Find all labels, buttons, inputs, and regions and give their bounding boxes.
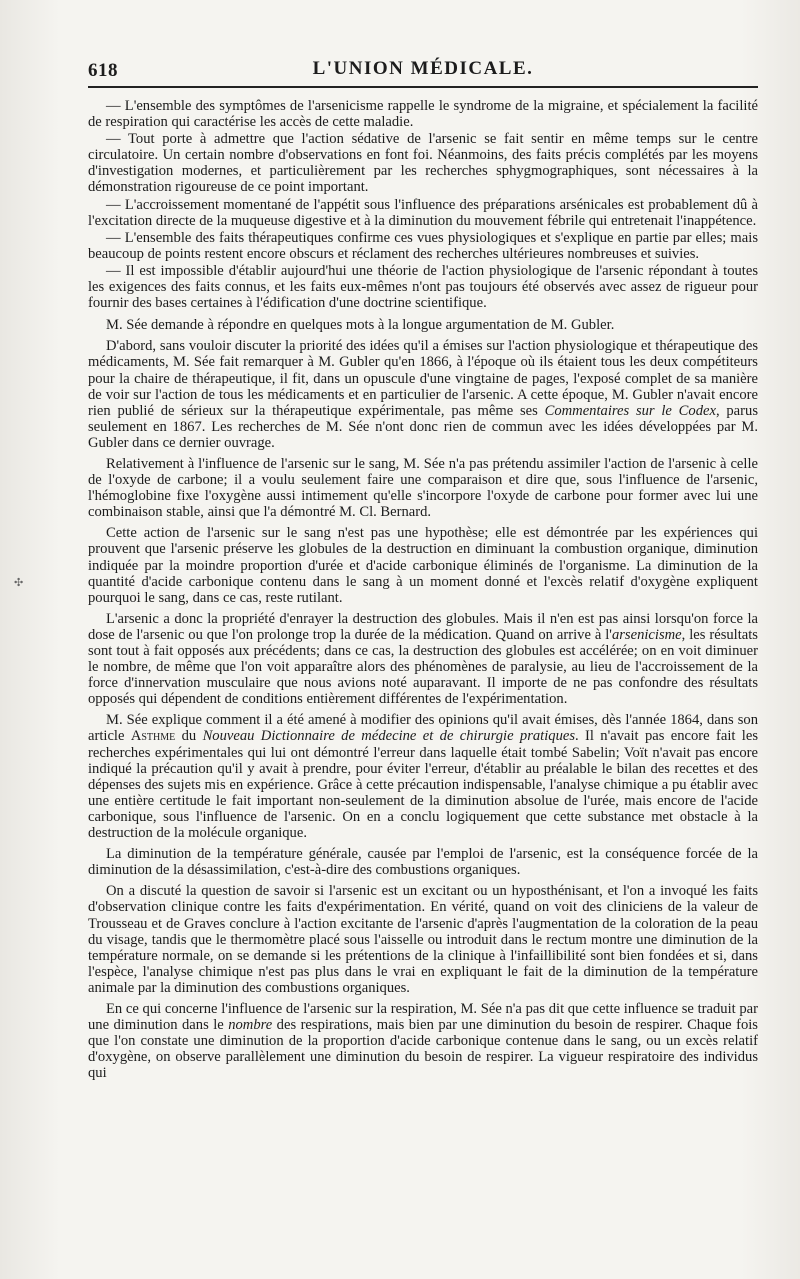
italic-term: nombre (228, 1017, 273, 1034)
paragraph (88, 1001, 758, 1081)
conclusion-item: — L'ensemble des faits thérapeutiques confirme ces vues physiologiques et s'explique en partie par elles; mais beaucoup de points restent encore obscurs et réclament des recherches ultérieures nombreuses et suivies. (88, 229, 758, 262)
text-span: Relativement à l'influence de l'arsenic sur le sang, M. Sée n'a pas prétendu assimiler l'action de l'arsenic à celle de l'oxyde de carbone; il a voulu seulement faire une comparaison et dire que, sous l'influence de l'arsenic, l'hémoglobine fixe l'oxygène aussi intimement qu'elle s'incorpore l'oxyde de carbone pour former avec lui une combinaison stable, ainsi que l'a démontré M. Cl. Bernard. (88, 455, 758, 521)
text-span: L'arsenic a donc la propriété d'enrayer la destruction des globules. Mais il n'en est pas ainsi lorsqu'on force la dose de l'arsenic ou que l'on prolonge trop la durée de la médication. Quand on arrive à l' (88, 610, 758, 643)
text-span: M. Sée explique comment il a été amené à modifier des opinions qu'il avait émises, dès l'année 1864, dans son article (88, 712, 758, 745)
conclusion-item: — L'accroissement momentané de l'appétit sous l'influence des préparations arsénicales est probablement dû à l'excitation directe de la muqueuse digestive et à la diminution du mouvement fébrile qui entretenait l'inappétence. (88, 196, 758, 229)
page-header (88, 52, 758, 88)
paragraph (88, 611, 758, 708)
paragraph (88, 883, 758, 996)
paragraph (88, 338, 758, 451)
text-span: M. Sée demande à répondre en quelques mots à la longue argumentation de M. Gubler. (106, 317, 615, 334)
text-span: La diminution de la température générale, causée par l'emploi de l'arsenic, est la conséquence forcée de la diminution de la désassimilation, c'est-à-dire des combustions organiques. (88, 846, 758, 879)
margin-mark: ✣ (14, 576, 24, 589)
italic-title: Commentaires sur le Codex (544, 402, 716, 419)
conclusion-item: — L'ensemble des symptômes de l'arsenicisme rappelle le syndrome de la migraine, et spécialement la facilité de respiration qui caractérise les accès de cette maladie. (88, 98, 758, 131)
paragraph (88, 712, 758, 841)
paragraph (88, 525, 758, 605)
text-span: On a discuté la question de savoir si l'arsenic est un excitant ou un hyposthénisant, et l'on a invoqué les faits d'observation clinique contre les faits d'expérimentation. En vérité, quand on voit des cliniciens de la valeur de Trousseau et de Graves conclure à l'action excitante de l'arsenic d'après l'augmentation de la coloration de la peau du visage, tandis que le thermomètre placé sous l'aisselle ou introduit dans le rectum montre une diminution de la température normale, on se demande si les prétentions de la clinique à l'infaillibilité sont bien fondées et si, dans l'espèce, l'analyse chimique n'est pas plus dans le vrai en expliquant le fait de la diminution de la température animale par la diminution des combustions organiques. (88, 883, 758, 996)
text-span: , les résultats sont tout à fait opposés aux précédents; dans ce cas, la destruction des globules est accélérée; on en voit diminuer le nombre, de même que l'on voit apparaître alors des phénomènes de paralysie, au lieu de l'accroissement de la force d'innervation musculaire que nous avions noté auparavant. Il importe de ne pas confondre des résultats opposés qui dépendent de conditions entièrement différentes de l'expérimentation. (88, 626, 758, 708)
text-span: . Il n'avait pas encore fait les recherches expérimentales qui lui ont démontré l'erreur dans laquelle était tombé Sabelin; Voït n'avait pas encore indiqué la précaution qu'il y avait à prendre, pour éviter l'erreur, d'établir au préalable le bilan des recettes et des dépenses des sujets mis en expérience. Grâce à cette précaution indispensable, l'analyse chimique a pu établir avec une entière certitude le fait important non-seulement de la diminution absolue de l'urée, mais encore de l'acide carbonique, sous l'influence de l'arsenic. On en a conclu logiquement que cette substance met obstacle à la destruction de la molécule organique. (88, 728, 758, 842)
italic-term: arsenicisme (611, 626, 682, 643)
conclusion-item: — Il est impossible d'établir aujourd'hui une théorie de l'action physiologique de l'arsenic répondant à toutes les exigences des faits connus, et les faits eux-mêmes n'ont pas toujours été observés avec assez de rigueur pour fournir des bases certaines à l'édification d'une doctrine scientifique. (88, 262, 758, 312)
running-title: L'UNION MÉDICALE. (312, 58, 534, 79)
conclusion-item: — Tout porte à admettre que l'action sédative de l'arsenic se fait sentir en même temps sur le centre circulatoire. Un certain nombre d'observations en font foi. Néanmoins, des faits précis complétés par les moyens d'investigation modernes, et particulièrement par les recherches sphygmographiques, sont nécessaires à la démonstration rigoureuse de ce point important. (88, 131, 758, 196)
text-span: En ce qui concerne l'influence de l'arsenic sur la respiration, M. Sée n'a pas dit que cette influence se traduit par une diminution dans le (88, 1000, 758, 1034)
text-span: , parus seulement en 1867. Les recherches de M. Sée n'ont donc rien de commun avec les idées développées par M. Gubler dans ce dernier ouvrage. (88, 402, 758, 451)
conclusions-list (88, 98, 758, 311)
text-span: des respirations, mais bien par une diminution du besoin de respirer. Chaque fois que l'on constate une diminution de la proportion d'acide carbonique contenue dans le sang, ou un excès relatif d'oxygène, on observe parallèlement une diminution du besoin de respirer. La vigueur respiratoire des individus qui (88, 1017, 758, 1082)
text-span: D'abord, sans vouloir discuter la priorité des idées qu'il a émises sur l'action physiologique et thérapeutique des médicaments, M. Sée fait remarquer à M. Gubler qu'en 1866, à l'époque où ils étaient tous les deux compétiteurs pour la chaire de thérapeutique, il fit, dans un opuscule d'une vingtaine de pages, l'exposé complet de sa manière de voir sur l'action de tous les médicaments et en particulier de l'arsenic. A cette époque, M. Gubler n'avait encore rien publié de sérieux sur la thérapeutique expérimentale, pas même ses (88, 338, 758, 419)
small-caps-title: Asthme (130, 728, 176, 745)
paragraph (88, 317, 758, 333)
paragraph (88, 456, 758, 520)
paragraph (88, 846, 758, 878)
text-span: du (175, 728, 203, 745)
italic-title: Nouveau Dictionnaire de médecine et de chirurgie pratiques (202, 728, 576, 745)
page-number: 618 (88, 60, 118, 81)
text-span: Cette action de l'arsenic sur le sang n'est pas une hypothèse; elle est démontrée par les expériences qui prouvent que l'arsenic préserve les globules de la destruction en diminuant la combustion organique, diminution indiquée par la moindre proportion d'urée et d'acide carbonique éliminés de l'organisme. La diminution de la quantité d'acide carbonique contenu dans le sang à un moment donné et l'excès relatif d'oxygène expliquent pourquoi le sang, dans ce cas, reste rutilant. (88, 525, 758, 606)
article-body (88, 98, 758, 1081)
